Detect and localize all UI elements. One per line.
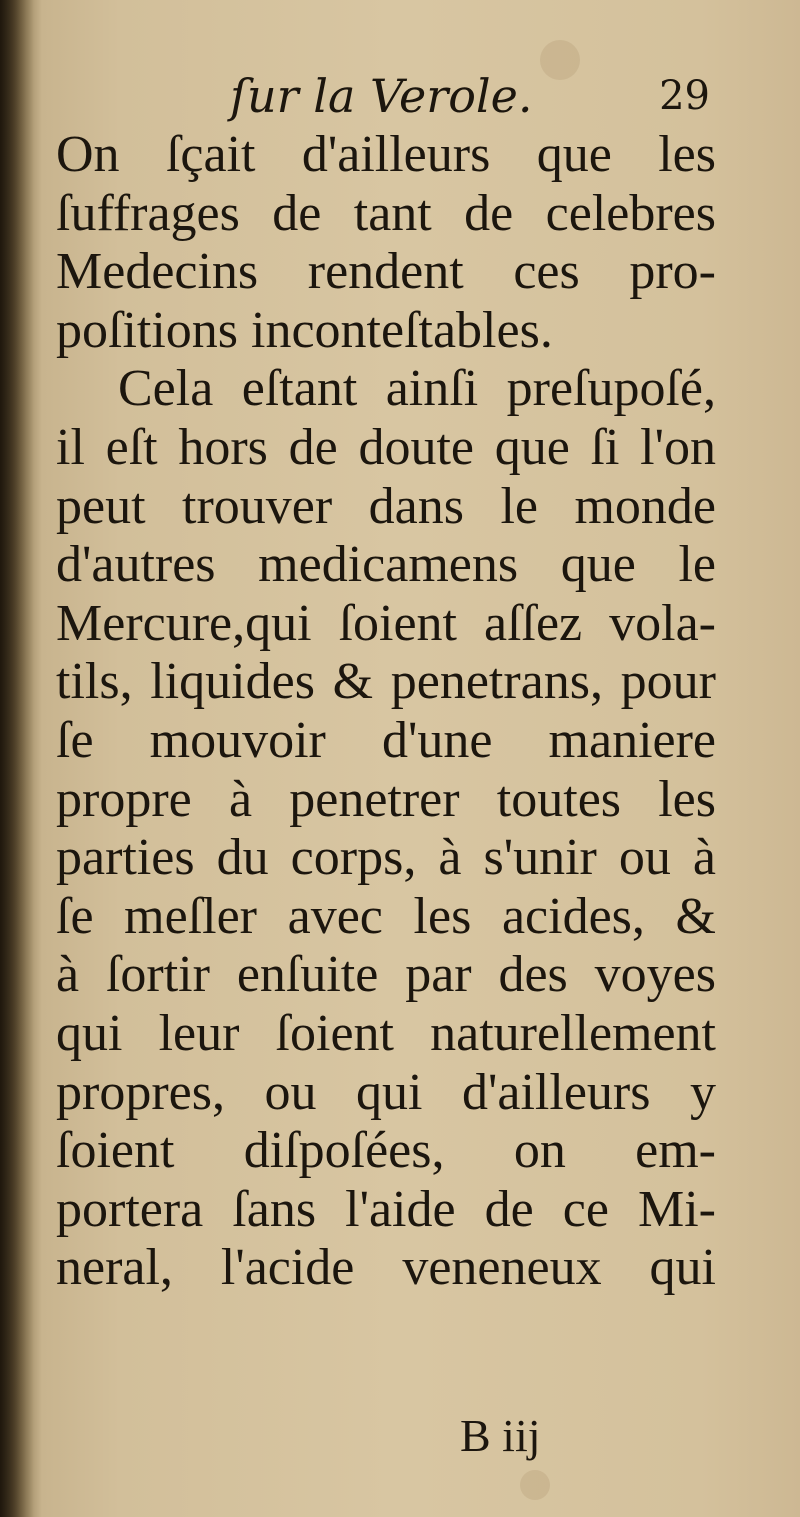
text-line: poſitions inconteſtables.: [56, 301, 553, 359]
page-number: 29: [659, 73, 710, 119]
text-line: il eſt hors de doute que ſi l'on: [56, 418, 716, 476]
text-line: Mercure,qui ſoient aſſez vola-: [56, 594, 716, 652]
running-head-title: ſur la Verole.: [230, 69, 533, 123]
text-line: On ſçait d'ailleurs que les: [56, 126, 716, 183]
text-line: peut trouver dans le monde: [56, 477, 716, 535]
body-text: [56, 126, 716, 1298]
running-head: [60, 66, 710, 126]
text-line: tils, liquides & penetrans, pour: [56, 653, 716, 711]
text-line: portera ſans l'aide de ce Mi-: [56, 1180, 716, 1238]
text-line: à ſortir enſuite par des voyes: [56, 946, 716, 1004]
text-line: Medecins rendent ces pro-: [56, 243, 716, 301]
text-line: propres, ou qui d'ailleurs y: [56, 1063, 716, 1121]
paper-stain: [520, 1470, 550, 1500]
signature-mark: B iij: [460, 1410, 541, 1461]
text-line: qui leur ſoient naturellement: [56, 1004, 716, 1062]
text-line: ſuffrages de tant de celebres: [56, 184, 716, 242]
text-line: ſe meſler avec les acides, &: [56, 887, 716, 945]
text-line: Cela eſtant ainſi preſupoſé,: [118, 360, 716, 418]
text-line: ſe mouvoir d'une maniere: [56, 711, 716, 769]
text-line: neral, l'acide veneneux qui: [56, 1239, 716, 1297]
text-line: ſoient diſpoſées, on em-: [56, 1122, 716, 1180]
text-line: d'autres medicamens que le: [56, 536, 716, 594]
text-line: parties du corps, à s'unir ou à: [56, 829, 716, 887]
text-line: propre à penetrer toutes les: [56, 770, 716, 828]
page-gutter-shadow: [0, 0, 34, 1517]
